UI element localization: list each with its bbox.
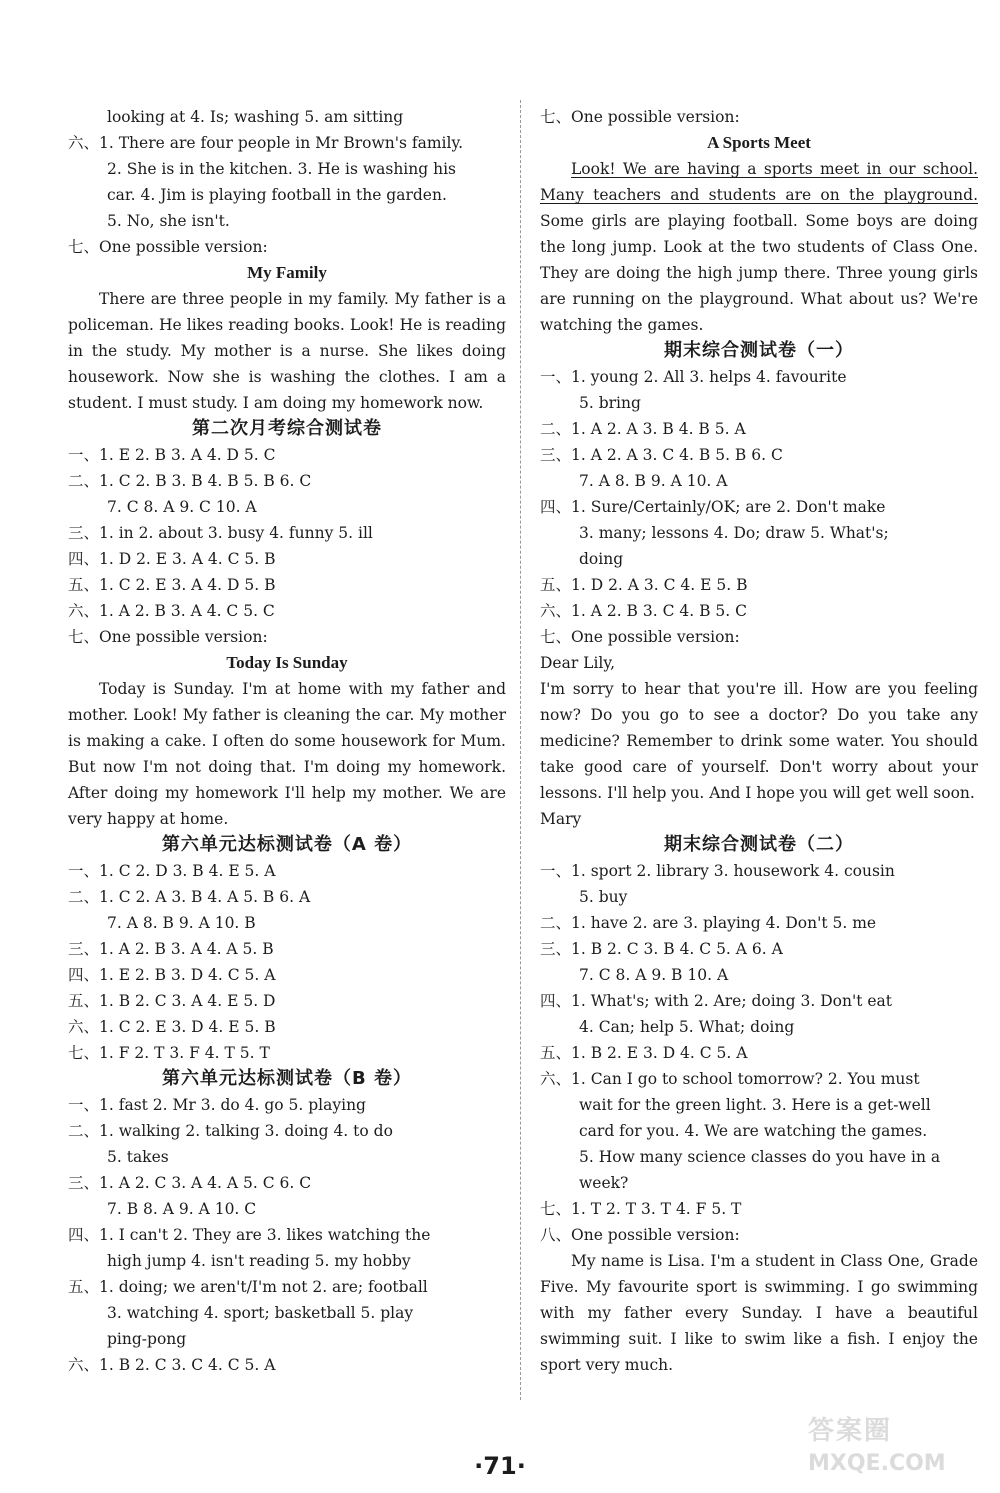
answer-line: 四、1. What's; with 2. Are; doing 3. Don't eat	[540, 992, 893, 1010]
answer-line: 四、1. I can't 2. They are 3. likes watching the	[68, 1226, 431, 1244]
column-divider	[520, 100, 521, 1400]
answer-line: 七、One possible version:	[68, 628, 268, 646]
essay-paragraph	[540, 156, 978, 338]
section-title: 第二次月考综合测试卷	[192, 418, 382, 439]
essay-text: Some girls are playing football. Some boys are doing the long jump. Look at the two students of Class One. They are doing the high jump there. Three young girls are running on the playground. What about us? We're watching the games.	[540, 212, 978, 334]
answer-line: 4. Can; help 5. What; doing	[579, 1018, 795, 1036]
answer-line: 六、1. There are four people in Mr Brown's family.	[68, 134, 464, 152]
page-number: ·71·	[474, 1452, 526, 1480]
answer-line: 二、1. C 2. B 3. B 4. B 5. B 6. C	[68, 472, 312, 490]
answer-line: 7. A 8. B 9. A 10. B	[107, 914, 256, 932]
answer-line: 七、One possible version:	[540, 108, 740, 126]
answer-line: high jump 4. isn't reading 5. my hobby	[107, 1252, 411, 1270]
section-title: 期末综合测试卷（一）	[664, 340, 854, 361]
answer-line: 七、One possible version:	[68, 238, 268, 256]
answer-line: ping-pong	[107, 1330, 187, 1348]
answer-line: 5. No, she isn't.	[107, 212, 230, 230]
answer-line: 5. How many science classes do you have in a	[579, 1148, 941, 1166]
essay-paragraph: Today is Sunday. I'm at home with my father and mother. Look! My father is cleaning the car. My mother is making a cake. I often do some housework for Mum. But now I'm not doing that. I'm doing my homework. After doing my homework I'll help my mother. We are very happy at home.	[68, 680, 506, 828]
answer-line: 二、1. walking 2. talking 3. doing 4. to do	[68, 1122, 393, 1140]
answer-line: 一、1. sport 2. library 3. housework 4. cousin	[540, 862, 895, 880]
answer-line: 六、1. C 2. E 3. D 4. E 5. B	[68, 1018, 276, 1036]
answer-line: 3. watching 4. sport; basketball 5. play	[107, 1304, 414, 1322]
essay-title: A Sports Meet	[707, 133, 811, 152]
answer-line: 三、1. A 2. A 3. C 4. B 5. B 6. C	[540, 446, 783, 464]
answer-line: 三、1. A 2. B 3. A 4. A 5. B	[68, 940, 274, 958]
answer-line: 五、1. D 2. A 3. C 4. E 5. B	[540, 576, 748, 594]
essay-title: My Family	[247, 263, 327, 282]
left-column	[68, 104, 506, 1378]
answer-line: 三、1. B 2. C 3. B 4. C 5. A 6. A	[540, 940, 783, 958]
answer-line: 二、1. C 2. A 3. B 4. A 5. B 6. A	[68, 888, 311, 906]
answer-line: 5. buy	[579, 888, 628, 906]
answer-line: 七、1. F 2. T 3. F 4. T 5. T	[68, 1044, 270, 1062]
section-title: 期末综合测试卷（二）	[664, 834, 854, 855]
letter-signature: Mary	[540, 810, 582, 828]
answer-line: 六、1. A 2. B 3. C 4. B 5. C	[540, 602, 747, 620]
answer-line: 2. She is in the kitchen. 3. He is washing his	[107, 160, 456, 178]
answer-line: 一、1. fast 2. Mr 3. do 4. go 5. playing	[68, 1096, 366, 1114]
essay-title: Today Is Sunday	[226, 653, 348, 672]
answer-line: 5. bring	[579, 394, 641, 412]
watermark-logo-text: 答案圈	[808, 1416, 893, 1446]
letter-body: I'm sorry to hear that you're ill. How are you feeling now? Do you go to see a doctor? Do you take any medicine? Remember to drink some water. You should take good care of yourself. Don't worry about your lessons. I'll help you. And I hope you will get well soon.	[540, 680, 978, 802]
underlined-sentences: Look! We are having a sports meet in our school. Many teachers and students are on the playground.	[540, 160, 978, 204]
answer-line: 八、One possible version:	[540, 1226, 740, 1244]
answer-line: 四、1. D 2. E 3. A 4. C 5. B	[68, 550, 276, 568]
answer-line: 三、1. in 2. about 3. busy 4. funny 5. ill	[68, 524, 373, 542]
answer-line: 二、1. A 2. A 3. B 4. B 5. A	[540, 420, 746, 438]
answer-line: wait for the green light. 3. Here is a get-well	[579, 1096, 931, 1114]
answer-line: 六、1. Can I go to school tomorrow? 2. You must	[540, 1070, 920, 1088]
essay-paragraph: There are three people in my family. My father is a policeman. He likes reading books. Look! He is reading in the study. My mother is a nurse. She likes doing housework. Now she is washing the clothes. I am a student. I must study. I am doing my homework now.	[68, 290, 506, 412]
section-title: 第六单元达标测试卷（B 卷）	[162, 1068, 412, 1089]
answer-line: 四、1. E 2. B 3. D 4. C 5. A	[68, 966, 276, 984]
answer-line: 5. takes	[107, 1148, 169, 1166]
answer-line: car. 4. Jim is playing football in the garden.	[107, 186, 447, 204]
answer-line: 7. C 8. A 9. B 10. A	[579, 966, 729, 984]
answer-line: 七、1. T 2. T 3. T 4. F 5. T	[540, 1200, 742, 1218]
answer-line: 七、One possible version:	[540, 628, 740, 646]
answer-line: 7. A 8. B 9. A 10. A	[579, 472, 728, 490]
answer-line: 四、1. Sure/Certainly/OK; are 2. Don't make	[540, 498, 886, 516]
answer-line: 一、1. young 2. All 3. helps 4. favourite	[540, 368, 847, 386]
answer-line: 一、1. E 2. B 3. A 4. D 5. C	[68, 446, 276, 464]
answer-line: 五、1. B 2. C 3. A 4. E 5. D	[68, 992, 276, 1010]
answer-line: 五、1. doing; we aren't/I'm not 2. are; football	[68, 1278, 428, 1296]
answer-line: doing	[579, 550, 624, 568]
answer-line: card for you. 4. We are watching the games.	[579, 1122, 928, 1140]
letter-salutation: Dear Lily,	[540, 654, 616, 672]
right-column	[540, 104, 978, 1378]
answer-line: 五、1. B 2. E 3. D 4. C 5. A	[540, 1044, 748, 1062]
answer-line: week?	[579, 1174, 629, 1192]
answer-line: looking at 4. Is; washing 5. am sitting	[107, 108, 404, 126]
watermark-url: MXQE.COM	[808, 1451, 946, 1476]
answer-line: 五、1. C 2. E 3. A 4. D 5. B	[68, 576, 276, 594]
answer-line: 六、1. B 2. C 3. C 4. C 5. A	[68, 1356, 276, 1374]
essay-paragraph: My name is Lisa. I'm a student in Class One, Grade Five. My favourite sport is swimming. I go swimming with my father every Sunday. I have a beautiful swimming suit. I like to swim like a fish. I enjoy the sport very much.	[540, 1252, 978, 1374]
section-title: 第六单元达标测试卷（A 卷）	[161, 834, 413, 855]
answer-line: 二、1. have 2. are 3. playing 4. Don't 5. me	[540, 914, 877, 932]
answer-line: 三、1. A 2. C 3. A 4. A 5. C 6. C	[68, 1174, 312, 1192]
answer-line: 7. B 8. A 9. A 10. C	[107, 1200, 257, 1218]
answer-line: 一、1. C 2. D 3. B 4. E 5. A	[68, 862, 276, 880]
answer-line: 六、1. A 2. B 3. A 4. C 5. C	[68, 602, 275, 620]
answer-line: 3. many; lessons 4. Do; draw 5. What's;	[579, 524, 889, 542]
watermark-logo	[808, 1410, 983, 1488]
answer-line: 7. C 8. A 9. C 10. A	[107, 498, 257, 516]
